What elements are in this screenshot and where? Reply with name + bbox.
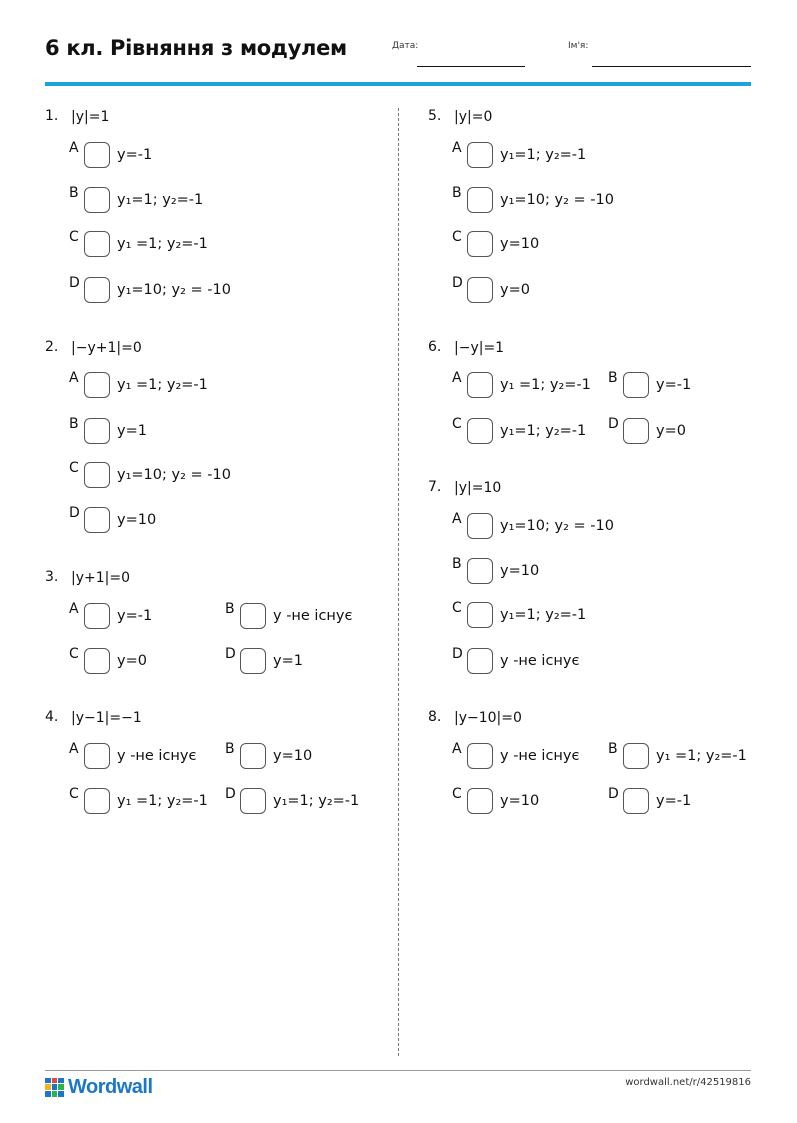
option-text: y=10 xyxy=(117,512,157,528)
answer-checkbox[interactable] xyxy=(467,513,493,539)
option-letter: A xyxy=(452,511,462,527)
answer-checkbox[interactable] xyxy=(84,507,110,533)
option-letter: C xyxy=(452,600,462,616)
option-letter: A xyxy=(452,370,462,386)
question-equation: |y−1|=−1 xyxy=(71,710,142,726)
option-letter: D xyxy=(69,275,80,291)
name-field-line[interactable] xyxy=(592,66,751,67)
answer-checkbox[interactable] xyxy=(84,462,110,488)
option-letter: A xyxy=(69,370,79,386)
option-letter: B xyxy=(452,185,462,201)
option-text: y=-1 xyxy=(117,608,153,624)
option-text: y₁=1; y₂=-1 xyxy=(273,793,360,809)
option-text: y=-1 xyxy=(117,147,153,163)
option-text: y₁ =1; y₂=-1 xyxy=(500,377,591,393)
answer-checkbox[interactable] xyxy=(467,743,493,769)
answer-checkbox[interactable] xyxy=(84,788,110,814)
logo-tile xyxy=(45,1091,51,1097)
date-label: Дата: xyxy=(392,41,419,51)
option-text: y -не існує xyxy=(500,653,580,669)
option-letter: A xyxy=(69,601,79,617)
option-letter: A xyxy=(69,741,79,757)
option-text: y₁=10; y₂ = -10 xyxy=(500,192,614,208)
question-number: 4. xyxy=(45,709,59,725)
logo-tile xyxy=(58,1078,64,1084)
answer-checkbox[interactable] xyxy=(467,648,493,674)
option-letter: A xyxy=(452,140,462,156)
wordwall-brand-text: Wordwall xyxy=(68,1075,153,1098)
question-equation: |y+1|=0 xyxy=(71,570,130,586)
option-text: y -не існує xyxy=(273,608,353,624)
option-text: y=0 xyxy=(500,282,530,298)
option-text: y₁=1; y₂=-1 xyxy=(500,607,587,623)
option-letter: B xyxy=(225,741,235,757)
answer-checkbox[interactable] xyxy=(84,372,110,398)
logo-tile xyxy=(52,1078,58,1084)
option-text: y -не існує xyxy=(117,748,197,764)
option-text: y₁ =1; y₂=-1 xyxy=(117,236,208,252)
option-text: y₁=10; y₂ = -10 xyxy=(117,467,231,483)
answer-checkbox[interactable] xyxy=(84,418,110,444)
answer-checkbox[interactable] xyxy=(240,743,266,769)
logo-tile xyxy=(58,1084,64,1090)
question-number: 5. xyxy=(428,108,442,124)
option-text: y₁ =1; y₂=-1 xyxy=(117,793,208,809)
option-text: y=0 xyxy=(656,423,686,439)
option-text: y₁=1; y₂=-1 xyxy=(500,147,587,163)
option-text: y=1 xyxy=(117,423,147,439)
footer-divider xyxy=(45,1070,751,1071)
answer-checkbox[interactable] xyxy=(84,187,110,213)
option-text: y₁=1; y₂=-1 xyxy=(500,423,587,439)
option-letter: B xyxy=(608,370,618,386)
option-letter: C xyxy=(452,229,462,245)
wordwall-logo[interactable] xyxy=(45,1076,153,1098)
answer-checkbox[interactable] xyxy=(84,648,110,674)
question-equation: |−y+1|=0 xyxy=(71,340,142,356)
option-text: y₁=10; y₂ = -10 xyxy=(500,518,614,534)
question-equation: |−y|=1 xyxy=(454,340,505,356)
answer-checkbox[interactable] xyxy=(84,603,110,629)
answer-checkbox[interactable] xyxy=(84,231,110,257)
option-letter: C xyxy=(69,646,79,662)
question-equation: |y|=0 xyxy=(454,109,493,125)
option-text: y₁ =1; y₂=-1 xyxy=(656,748,747,764)
option-letter: D xyxy=(452,646,463,662)
answer-checkbox[interactable] xyxy=(467,558,493,584)
answer-checkbox[interactable] xyxy=(623,788,649,814)
option-letter: B xyxy=(608,741,618,757)
option-letter: D xyxy=(225,646,236,662)
answer-checkbox[interactable] xyxy=(84,743,110,769)
option-text: y=10 xyxy=(273,748,313,764)
logo-tile xyxy=(58,1091,64,1097)
option-letter: A xyxy=(69,140,79,156)
logo-tile xyxy=(45,1084,51,1090)
option-letter: A xyxy=(452,741,462,757)
answer-checkbox[interactable] xyxy=(467,231,493,257)
answer-checkbox[interactable] xyxy=(240,788,266,814)
answer-checkbox[interactable] xyxy=(467,418,493,444)
name-label: Ім'я: xyxy=(568,41,589,51)
option-letter: D xyxy=(608,786,619,802)
option-letter: C xyxy=(69,786,79,802)
answer-checkbox[interactable] xyxy=(84,142,110,168)
option-letter: C xyxy=(69,229,79,245)
option-text: y₁=10; y₂ = -10 xyxy=(117,282,231,298)
answer-checkbox[interactable] xyxy=(467,602,493,628)
answer-checkbox[interactable] xyxy=(467,142,493,168)
page-title: 6 кл. Рівняння з модулем xyxy=(45,36,347,60)
column-divider xyxy=(398,108,399,1056)
option-text: y=-1 xyxy=(656,793,692,809)
option-text: y=10 xyxy=(500,236,540,252)
answer-checkbox[interactable] xyxy=(240,603,266,629)
wordwall-logo-icon xyxy=(45,1078,64,1097)
option-letter: C xyxy=(69,460,79,476)
option-text: y=0 xyxy=(117,653,147,669)
option-letter: B xyxy=(225,601,235,617)
question-number: 3. xyxy=(45,569,59,585)
answer-checkbox[interactable] xyxy=(467,187,493,213)
answer-checkbox[interactable] xyxy=(623,743,649,769)
question-equation: |y−10|=0 xyxy=(454,710,522,726)
answer-checkbox[interactable] xyxy=(467,277,493,303)
option-letter: B xyxy=(69,416,79,432)
option-letter: B xyxy=(69,185,79,201)
question-number: 8. xyxy=(428,709,442,725)
option-letter: C xyxy=(452,786,462,802)
option-text: y=10 xyxy=(500,793,540,809)
question-equation: |y|=1 xyxy=(71,109,110,125)
option-text: y -не існує xyxy=(500,748,580,764)
logo-tile xyxy=(52,1091,58,1097)
option-letter: D xyxy=(608,416,619,432)
answer-checkbox[interactable] xyxy=(467,372,493,398)
option-letter: D xyxy=(69,505,80,521)
question-number: 1. xyxy=(45,108,59,124)
option-letter: C xyxy=(452,416,462,432)
answer-checkbox[interactable] xyxy=(467,788,493,814)
option-text: y₁=1; y₂=-1 xyxy=(117,192,204,208)
option-text: y=10 xyxy=(500,563,540,579)
option-text: y=1 xyxy=(273,653,303,669)
question-number: 7. xyxy=(428,479,442,495)
logo-tile xyxy=(45,1078,51,1084)
header-accent-bar xyxy=(45,82,751,86)
option-letter: B xyxy=(452,556,462,572)
option-text: y=-1 xyxy=(656,377,692,393)
answer-checkbox[interactable] xyxy=(623,372,649,398)
answer-checkbox[interactable] xyxy=(84,277,110,303)
date-field-line[interactable] xyxy=(417,66,525,67)
question-number: 2. xyxy=(45,339,59,355)
question-equation: |y|=10 xyxy=(454,480,502,496)
answer-checkbox[interactable] xyxy=(240,648,266,674)
footer-url[interactable]: wordwall.net/r/42519816 xyxy=(625,1077,751,1088)
option-letter: D xyxy=(452,275,463,291)
option-letter: D xyxy=(225,786,236,802)
logo-tile xyxy=(52,1084,58,1090)
option-text: y₁ =1; y₂=-1 xyxy=(117,377,208,393)
question-number: 6. xyxy=(428,339,442,355)
answer-checkbox[interactable] xyxy=(623,418,649,444)
